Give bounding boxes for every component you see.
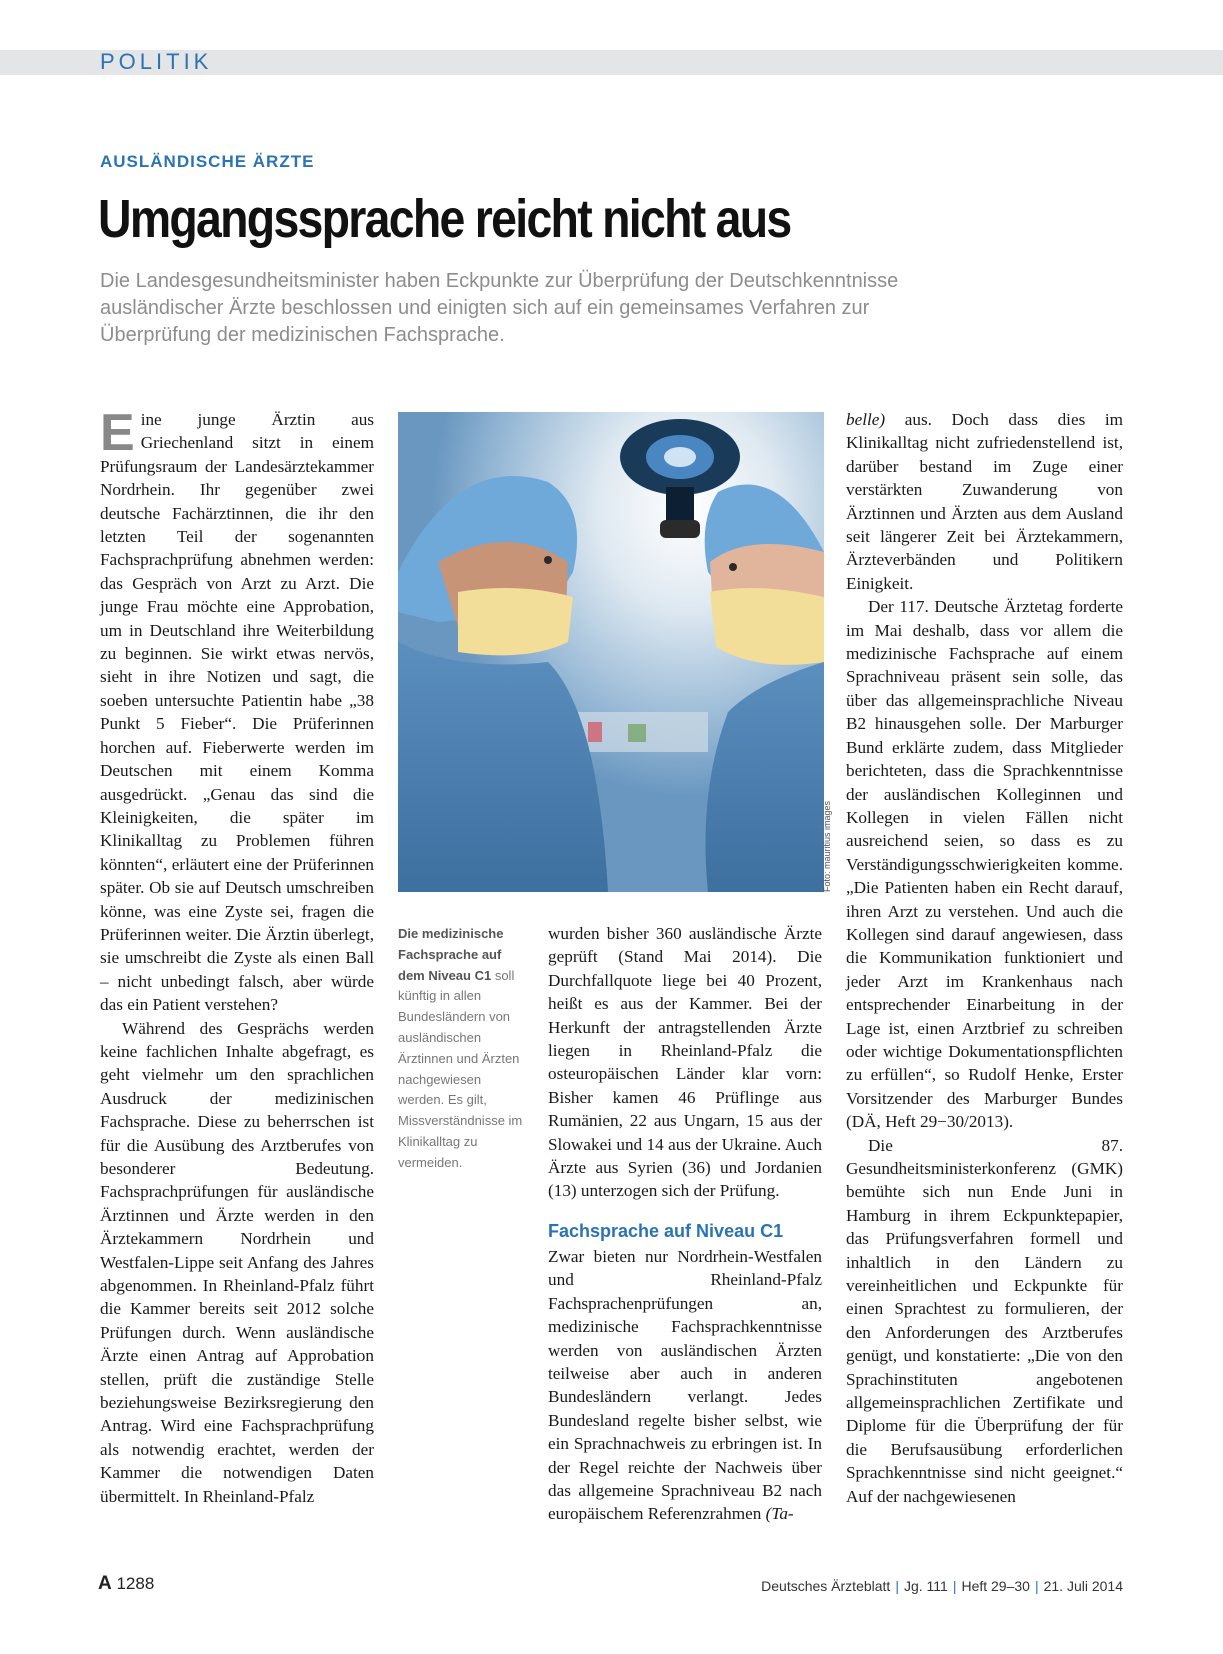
- paragraph-text: ine junge Ärztin aus Griechenland sitzt in einem Prüfungsraum der Landesärztekammer Nordrhein. Ihr gegenüber zwei deutsche Fachärztinnen, die ihr den letzten Teil der sogenannten Fachsprachprüfung abnehmen werden: das Gespräch von Arzt zu Arzt. Die junge Frau möchte eine Approbation, um in Deutschland ihre Weiterbildung zu beginnen. Sie wirkt etwas nervös, sieht in ihre Notizen und sagt, die soeben untersuchte Patientin habe „38 Punkt 5 Fieber“. Die Prüferinnen horchen auf. Fieberwerte werden im Deutschen mit einem Komma ausgedrückt. „Genau das sind die Kleinigkeiten, die später im Klinikalltag zu Problemen führen könnten“, erläutert eine der Prüferinnen später. Ob sie auf Deutsch umschreiben könne, was eine Zyste sei, fragen die Prüferinnen weiter. Die Ärztin überlegt, sie umschreibt die Zyste als einen Ball – nicht unbedingt falsch, aber würde das ein Patient verstehen?: [100, 410, 374, 1015]
- paragraph: Der 117. Deutsche Ärztetag forderte im Mai deshalb, dass vor allem die medizinische Fachsprache auf einem Sprachniveau präsent sein solle, das über das allgemeinsprachliche Niveau B2 hinausgehen solle. Der Marburger Bund erklärte zudem, dass Mitglieder berichteten, dass die Sprachkenntnisse der ausländischen Kolleginnen und Kollegen in vielen Fällen nicht ausreichend seien, so dass es zu Verständigungsschwierigkeiten komme. „Die Patienten haben ein Recht darauf, ihren Arzt zu verstehen. Und auch die Kollegen sind darauf angewiesen, dass die Kommunikation funktioniert und jeder Arzt im Krankenhaus nach entsprechender Einarbeitung in der Lage ist, einen Arztbrief zu schreiben oder wichtige Dokumentationspflichten zu erfüllen“, so Rudolf Henke, Erster Vorsitzender des Marburger Bundes (DÄ, Heft 29−30/2013).: [846, 597, 1123, 1132]
- table-reference: belle): [846, 410, 886, 429]
- surgeons-photo-illustration: [398, 412, 824, 892]
- caption-heading: Die medizinische Fachsprache auf dem Niveau C1: [398, 926, 504, 983]
- page-number-value: 1288: [116, 1574, 155, 1593]
- article-column-1: [100, 404, 374, 1508]
- separator: |: [895, 1578, 899, 1594]
- separator: |: [952, 1578, 957, 1594]
- article-column-2: [548, 922, 822, 1526]
- photo-caption: [398, 924, 528, 1174]
- article-headline: Umgangssprache reicht nicht aus: [98, 189, 791, 249]
- journal-volume: Jg. 111: [903, 1578, 948, 1594]
- photo-credit: Foto: mauritius images: [822, 800, 832, 892]
- article-column-3: [846, 408, 1123, 1508]
- separator: |: [1034, 1578, 1039, 1594]
- paragraph: [548, 1245, 822, 1526]
- paragraph: Während des Gesprächs werden keine fachlichen Inhalte abgefragt, es geht vielmehr um den sprachlichen Ausdruck der medizinischen Fachsprache. Diese zu beherrschen ist für die Ausübung des Arztberufes von besonderer Bedeutung. Fachsprachprüfungen für ausländische Ärztinnen und Ärzte werden in den Ärztekammern Nordrhein und Westfalen-Lippe seit Anfang des Jahres abgenommen. In Rheinland-Pfalz führt die Kammer bereits seit 2012 solche Prüfungen durch. Wenn ausländische Ärzte einen Antrag auf Approbation stellen, prüft die zuständige Stelle beziehungsweise Bezirksregierung den Antrag. Wird eine Fachsprachprüfung als notwendig erachtet, werden der Kammer die notwendigen Daten übermittelt. In Rheinland-Pfalz: [100, 1018, 374, 1506]
- section-label: POLITIK: [100, 49, 213, 74]
- dropcap: E: [100, 404, 135, 462]
- article-kicker: AUSLÄNDISCHE ÄRZTE: [100, 152, 315, 171]
- paragraph: [846, 408, 1123, 595]
- caption-text: soll künftig in allen Bundesländern von ausländischen Ärztinnen und Ärzten nachgewiesen werden. Es gilt, Missverständnisse im Klinikalltag zu vermeiden.: [398, 967, 523, 1170]
- subheading: Fachsprache auf Niveau C1: [548, 1220, 784, 1241]
- paragraph: [100, 404, 374, 1017]
- surgeons-photo: [398, 412, 824, 892]
- journal-name: Deutsches Ärzteblatt: [761, 1578, 891, 1594]
- page-prefix: A: [98, 1573, 112, 1594]
- paragraph: wurden bisher 360 ausländische Ärzte geprüft (Stand Mai 2014). Die Durchfallquote liege bei 40 Prozent, heißt es aus der Kammer. Bei der Herkunft der antragstellenden Ärzte liegen in Rheinland-Pfalz die osteuropäischen Länder klar vorn: Bisher kamen 46 Prüflinge aus Rumänien, 22 aus Ungarn, 15 aus der Slowakei und 14 aus der Ukraine. Auch Ärzte aus Syrien (36) und Jordanien (13) unterzogen sich der Prüfung.: [548, 924, 822, 1201]
- table-reference: (Ta-: [765, 1504, 794, 1524]
- paragraph-text: aus. Doch dass dies im Klinikalltag nicht zufriedenstellend ist, darüber bestand im Zuge einer verstärkten Zuwanderung von Ärztinnen und Ärzten aus dem Ausland seit längerer Zeit bei Ärztekammern, Ärzteverbänden und Politikern Einigkeit.: [846, 410, 1124, 593]
- journal-date: 21. Juli 2014: [1043, 1578, 1123, 1594]
- journal-info: [761, 1578, 1123, 1594]
- paragraph: Die 87. Gesundheitsministerkonferenz (GMK) bemühte sich nun Ende Juni in Hamburg in ihrem Eckpunktepapier, das Prüfungsverfahren formell und inhaltlich in den Ländern zu vereinheitlichen und Eckpunkte für einen Sprachtest zu formulieren, der den Anforderungen des Arztberufes genügt, und konstatierte: „Die von den Sprachinstituten angebotenen allgemeinsprachlichen Zertifikate und Diplome für die Überprüfung der für die Berufsausübung erforderlichen Sprachkenntnisse sind nicht geeignet.“ Auf der nachgewiesenen: [846, 1135, 1123, 1506]
- article-lead: Die Landesgesundheitsminister haben Eckpunkte zur Überprüfung der Deutschkenntnisse ausländischer Ärzte beschlossen und einigten sich auf ein gemeinsames Verfahren zur Überprüfung der medizinischen Fachsprache.: [100, 270, 899, 346]
- journal-issue: Heft 29–30: [961, 1578, 1030, 1594]
- paragraph-text: Zwar bieten nur Nordrhein-Westfalen und Rheinland-Pfalz Fachsprachenprüfungen an, medizinische Fachsprachkenntnisse werden von ausländischen Ärzten teilweise aber auch in anderen Bundesländern verlangt. Jedes Bundesland regelte bisher selbst, wie ein Sprachnachweis zu erbringen ist. In der Regel reichte der Nachweis über das allgemeine Sprachniveau B2 nach europäischem Referenzrahmen: [548, 1246, 822, 1524]
- page-number: [98, 1573, 154, 1595]
